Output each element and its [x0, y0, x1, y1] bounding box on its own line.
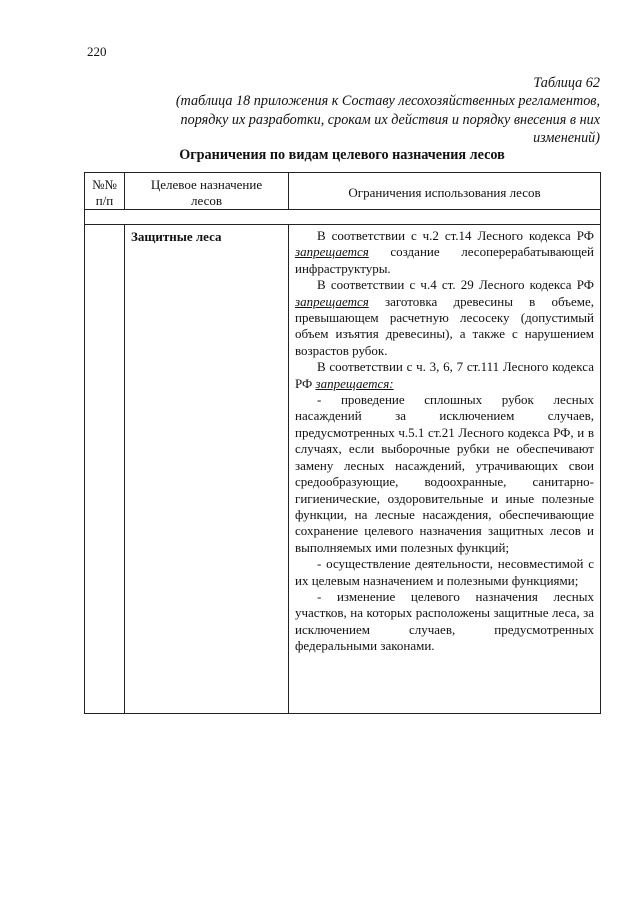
header-number-line2: п/п	[95, 193, 114, 208]
caption-line-1: (таблица 18 приложения к Составу лесохозяйственных регламентов,	[175, 93, 600, 110]
table-row	[85, 225, 601, 714]
restrictions-table	[84, 172, 601, 714]
header-number-line1: №№	[92, 177, 117, 192]
p1-text-a: В соответствии с ч.2 ст.14 Лесного кодекса РФ	[317, 228, 594, 243]
restriction-paragraph-6: - изменение целевого назначения лесных участков, на которых расположены защитные леса, за исключением случаев, предусмотренных федеральными законами.	[295, 588, 594, 654]
header-restrictions: Ограничения использования лесов	[289, 173, 601, 210]
row-purpose-cell: Защитные леса	[125, 225, 289, 714]
page-number: 220	[87, 44, 107, 59]
restriction-paragraph-1	[295, 228, 594, 277]
restriction-paragraph-5: - осуществление деятельности, несовместимой с их целевым назначением и полезными функциями;	[295, 556, 594, 588]
table-label: Таблица 62	[533, 75, 600, 91]
p3-emphasis: запрещается:	[315, 375, 394, 391]
row-restrictions-cell	[289, 225, 601, 714]
restriction-paragraph-4: - проведение сплошных рубок лесных насаждений за исключением случаев, предусмотренных ч.5.1 ст.21 Лесного кодекса РФ, и в случаях, если выборочные рубки не обеспечивают замену лесных насаждений, утрачивающих свои средообразующие, водоохранные, санитарно-гигиенические, оздоровительные и иные полезные функции, на лесные насаждения, обеспечивающие сохранение целевого назначения защитных лесов и выполняемых ими полезных функций;	[295, 392, 594, 555]
row-number-cell	[85, 225, 125, 714]
table-caption	[120, 74, 600, 148]
p2-text-b: заготовка древесины в объеме, превышающем расчетную лесосеку (допустимый объем изъятия древесины), а также с нарушением возрастов рубок.	[295, 293, 594, 358]
caption-line-3: изменений)	[533, 130, 600, 147]
p3-text-a: В соответствии с ч. 3, 6, 7 ст.111 Лесного кодекса РФ	[295, 359, 594, 391]
caption-line-2: порядку их разработки, срокам их действия и порядку внесения в них	[180, 111, 600, 128]
table-title: Ограничения по видам целевого назначения лесов	[179, 147, 505, 163]
header-purpose-line1: Целевое назначение	[150, 177, 263, 192]
spacer-cell	[85, 210, 601, 225]
spacer-row	[85, 210, 601, 225]
restriction-paragraph-3	[295, 359, 594, 392]
header-row	[85, 173, 601, 210]
restriction-paragraph-2	[295, 277, 594, 359]
header-purpose-line2: лесов	[191, 193, 222, 208]
p2-emphasis: запрещается	[295, 293, 369, 309]
p2-text-a: В соответствии с ч.4 ст. 29 Лесного кодекса РФ	[317, 277, 594, 293]
header-purpose	[125, 173, 289, 210]
p1-text-b: создание лесоперерабатывающей инфраструктуры.	[295, 244, 594, 276]
p1-emphasis: запрещается	[295, 244, 369, 260]
header-number	[85, 173, 125, 210]
